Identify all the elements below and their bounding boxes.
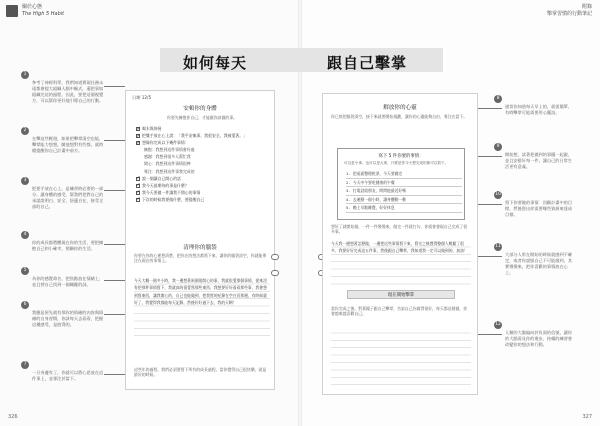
note-text: 我應是原先就有那你的情緒的內容與情緒的自身習慣，你該每天去看看，把握這種感受，是值得的。 (32, 310, 104, 327)
margin-note-3 (23, 178, 104, 210)
margin-note-5 (23, 268, 104, 288)
margin-note-11 (495, 244, 573, 276)
note-text: 大部分人常在開始的時候就感到不確定，或者你說服自己不可能做到，其實慢慢來，把你喜歡的事情放在心上。 (505, 252, 573, 275)
right-running-header (547, 4, 592, 17)
section-heading-mind: 清理你的腦袋 (183, 245, 217, 251)
checklist-item: ✓下次的時候我要做什麼，要提醒自己 (136, 196, 270, 203)
todo-item: 2. 今天中午要吃健康的午餐 (346, 179, 462, 188)
note-number: 6 (21, 301, 29, 309)
note-text: 把要手放在心上，是練習時必要的一部分。讓身體的感受，幫我們把對自己的承諾說明白、安全、舒適自在、接受全部的自己。 (32, 186, 104, 209)
leader-line (104, 190, 125, 191)
spiral-ring-icon (271, 270, 279, 276)
checkbox-checked-icon (136, 127, 140, 131)
five-things-subtext: 可以是小事，也可以是大事，只要是你今天想完成的都可以寫下。 (344, 161, 449, 165)
header-book-title: The High 5 Habit (22, 10, 65, 17)
journal-card-right (322, 93, 478, 395)
header-appendix-label: 附錄 (581, 4, 592, 10)
leader-line (104, 140, 125, 141)
mid-instructions: 想好了就開始做，一件一件慢慢來，做完一件就打勾，你就會發現自己完成了很多事。 (331, 224, 468, 235)
note-number: 8 (494, 95, 502, 103)
page-title-left: 如何每天 (183, 54, 248, 72)
five-things-box (337, 148, 465, 220)
leader-line (104, 280, 125, 281)
note-text: 寫下你要做的事情：回顧計畫中的目標，然後寫出你需要哪些資源來達成目標。 (505, 200, 573, 217)
page-number-right: 327 (582, 414, 592, 420)
margin-note-7 (23, 362, 104, 382)
high-five-label: 現在開始擊掌 (347, 290, 455, 299)
journal-date: 日期 12/5 (132, 95, 152, 100)
spiral-ring-icon (271, 254, 279, 260)
checklist-item: ✓說一個讓自己開心的話 (136, 175, 270, 182)
margin-note-4 (23, 232, 104, 252)
note-number: 12 (495, 322, 501, 327)
left-running-header (22, 4, 64, 17)
note-number: 11 (495, 244, 501, 249)
note-text: 你的成長都將體現在你的生活，要把擁抱自己和小確幸，照顧你的生活。 (32, 240, 104, 251)
note-number: 5 (21, 267, 29, 275)
section-heading-release: 解放你的心靈 (383, 105, 417, 111)
margin-note-6 (23, 302, 104, 328)
card-footer-right: 當你完成之後，對著鏡子跟自己擊掌，告訴自己你做得很好，每天都這樣做，你會越來越喜歡自己。 (331, 306, 468, 317)
checkbox-checked-icon (136, 198, 140, 202)
leader-line (104, 244, 125, 245)
note-number: 4 (21, 231, 29, 239)
blank-writing-lines (331, 326, 471, 386)
leader-line (478, 204, 502, 205)
todo-item: 1. 把桌面整理乾淨，今天要做完 (346, 170, 462, 179)
handwritten-journal-left: 今天大概一個多小時，我一邊想著兩個很開心的事，我就很愛那個事情，從來沒有把那件事情寫下，我就真的很愛寫那些東西，我想要好好看看那些事，我會想到寫東西，讓我開心的，自己也能做到，把我寫的紀錄在空白頁那邊，有時候就好了，我覺得我都能每天記錄，然後好好過下去，我的天啊！ (134, 277, 270, 341)
note-number: 10 (495, 192, 501, 197)
leader-line (478, 108, 502, 109)
todo-item: 4. 去運動一個小時，讓身體動一動 (346, 196, 462, 205)
note-number: 7 (21, 361, 29, 369)
leader-line (478, 256, 502, 257)
checkbox-checked-icon (136, 141, 140, 145)
note-number: 3 (21, 177, 29, 185)
note-number: 2 (21, 127, 29, 135)
note-text: 在擊這些輕遊，如果把擊掌清空也能，擊掌能力想想，隨他想對有些都，就時總提醒你自己計畫中前方。 (32, 136, 104, 153)
margin-note-12 (495, 322, 573, 348)
leader-line (104, 314, 125, 315)
handwritten-journal-right: 今天我一邊想著怎麼做，一邊把這些事情寫下來，寫完之後覺得整個人輕鬆了很多，我要好好完成這五件事，然後跟自己擊掌，我知道我一定可以做到的，加油！ (331, 240, 471, 286)
leader-line (478, 334, 502, 335)
note-text: 一旦身邊有了，你就可以將心思放在這件事上，並專注於當下。 (32, 370, 104, 381)
section-intro-body: 你要先擁抱你自己，才能做你該做的事。 (166, 115, 238, 120)
header-section-title: 關於心態 (22, 4, 43, 10)
note-text: 為你的感覺命名，把焦點放在情緒上，並且替自己找到一個關鍵的詞。 (32, 276, 104, 287)
note-number: 1 (21, 71, 29, 79)
header-appendix-title: 擊掌習慣的行動筆記 (546, 10, 592, 17)
todo-item: 5. 晚上早點睡覺，好好休息 (346, 204, 462, 213)
margin-note-9 (496, 144, 573, 170)
note-text: 開始想，試著把做到的事擺一起做，並且安排好每一件，讓自己的日常生活更有意義。 (505, 152, 573, 169)
section-heading-body: 安頓你的身體 (183, 106, 217, 112)
checkbox-checked-icon (136, 177, 140, 181)
margin-note-2 (23, 128, 104, 154)
checkbox-checked-icon (136, 184, 140, 188)
note-text: 人類的大腦偏向於負面的信號，讓你的大腦看見你的進步，持續的練習會改變你的想法和行動。 (505, 330, 573, 347)
five-things-heading: 寫下 5 件你要的事情： (378, 154, 424, 159)
note-text: 參考了神經科學，我們知道實現任務永遠都會提大組織人腦中樞式，還把事如組織完這的過程，因此，要把這個視覺方，可以幫你更好地引導自己的行動。 (32, 80, 104, 103)
note-text: 通常你知道每天早上的，就很簡單，有時擊掌可能需要用心擺設。 (505, 104, 573, 115)
margin-note-8 (496, 96, 573, 116)
checklist-subitem: 擁抱：我想到這件事情會好過 (144, 147, 195, 153)
page-number-left: 326 (8, 414, 18, 420)
checklist-item: ✓喝水與伸展 (136, 125, 270, 132)
journal-card-left (125, 90, 275, 390)
checkbox-checked-icon (136, 134, 140, 138)
page-title-right: 跟自己擊掌 (327, 54, 408, 72)
checklist-item: ✓我今天最期待的事是什麼？ (136, 182, 270, 189)
margin-note-1 (23, 72, 104, 104)
checklist-item: ✓想像你完成以下幾件事情： (136, 139, 270, 146)
checkbox-checked-icon (136, 191, 140, 195)
book-logo-icon (6, 5, 18, 17)
leader-line (478, 156, 502, 157)
checklist-item: ✓把雙手放在心上說：「我平安無事，我很安全，我被愛著。」 (136, 132, 270, 139)
five-things-list (346, 170, 462, 213)
checklist-item: ✓我今天要做一件讓我不開心的事情 (136, 189, 270, 196)
todo-item: 3. 打電話給朋友，問問他最近好嗎 (346, 187, 462, 196)
leader-line (104, 86, 125, 87)
leader-line (104, 374, 125, 375)
checklist-subitem: 開心：我想到這件事情很棒 (144, 161, 191, 167)
checklist-subitem: 感謝：我想到很多人幫忙我 (144, 154, 191, 160)
margin-note-10 (495, 192, 573, 218)
note-number: 9 (494, 143, 502, 151)
checklist-subitem: 專注：我想到這件事我完成的 (144, 168, 195, 174)
section-intro-mind: 你要在你的心裡想清楚，把你在的想法都寫下來，讓你的腦袋清空，你就能專注在現在的事情上。 (134, 253, 267, 264)
section-intro-release: 你已經把腦袋清空，接下來就要開始規劃，讓你的心靈能夠自由，專注在當下。 (331, 114, 468, 119)
body-checklist (136, 125, 270, 203)
card-footer-left: 這些年的過程，我們必須要寫下所有的成長過程，當你覺得自己很快樂，就是最好的時候。 (134, 367, 267, 378)
